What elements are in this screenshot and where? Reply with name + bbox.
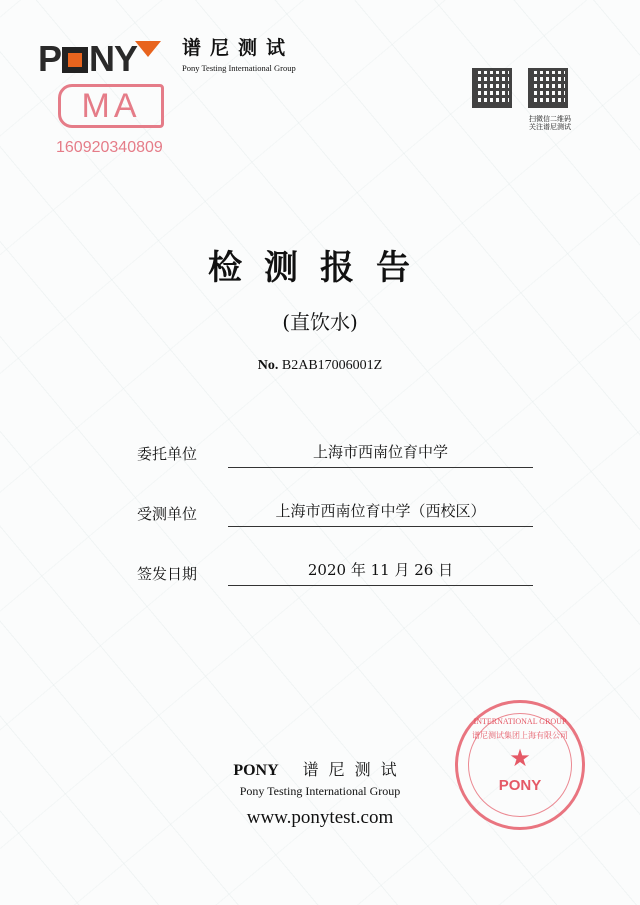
cma-number: 160920340809 bbox=[56, 139, 163, 156]
issue-date-value: 2020 年 11 月 26 日 bbox=[228, 559, 533, 586]
client-value: 上海市西南位育中学 bbox=[228, 441, 533, 468]
issue-date-label: 签发日期 bbox=[137, 565, 198, 583]
seal-text-en: INTERNATIONAL GROUP bbox=[473, 717, 567, 726]
brand-cn: 谱尼测试 bbox=[182, 37, 295, 59]
footer-website: www.ponytest.com bbox=[246, 807, 394, 828]
qr-caption-line: 扫微信二维码 bbox=[529, 115, 571, 123]
seal-text-cn: 谱尼测试集团上海有限公司 bbox=[472, 731, 568, 740]
qr-code-icon bbox=[472, 68, 512, 108]
qr-caption bbox=[525, 115, 575, 131]
cma-mark: MA bbox=[58, 84, 164, 128]
wechat-qr-code-icon bbox=[528, 68, 568, 108]
page-title: 检测报告 bbox=[208, 248, 432, 288]
pony-logo: P NY bbox=[38, 38, 161, 80]
tested-unit-value: 上海市西南位育中学（西校区） bbox=[228, 500, 533, 527]
subtitle: (直饮水) bbox=[282, 310, 358, 334]
footer-group: Pony Testing International Group bbox=[239, 784, 401, 798]
client-label: 委托单位 bbox=[137, 445, 198, 463]
qr-caption-line: 关注谱尼测试 bbox=[529, 123, 571, 131]
brand-en: Pony Testing International Group bbox=[182, 63, 296, 73]
footer-brand bbox=[0, 760, 640, 781]
report-number-value: B2AB17006001Z bbox=[281, 358, 383, 373]
star-icon: ★ bbox=[509, 744, 531, 772]
tested-unit-label: 受测单位 bbox=[137, 505, 198, 523]
seal-center: PONY bbox=[498, 777, 542, 794]
report-number bbox=[0, 358, 640, 374]
footer-brand-cn: 谱尼测试 bbox=[302, 760, 407, 779]
footer-brand-en: PONY bbox=[233, 762, 279, 779]
report-number-label: No. bbox=[257, 358, 279, 373]
